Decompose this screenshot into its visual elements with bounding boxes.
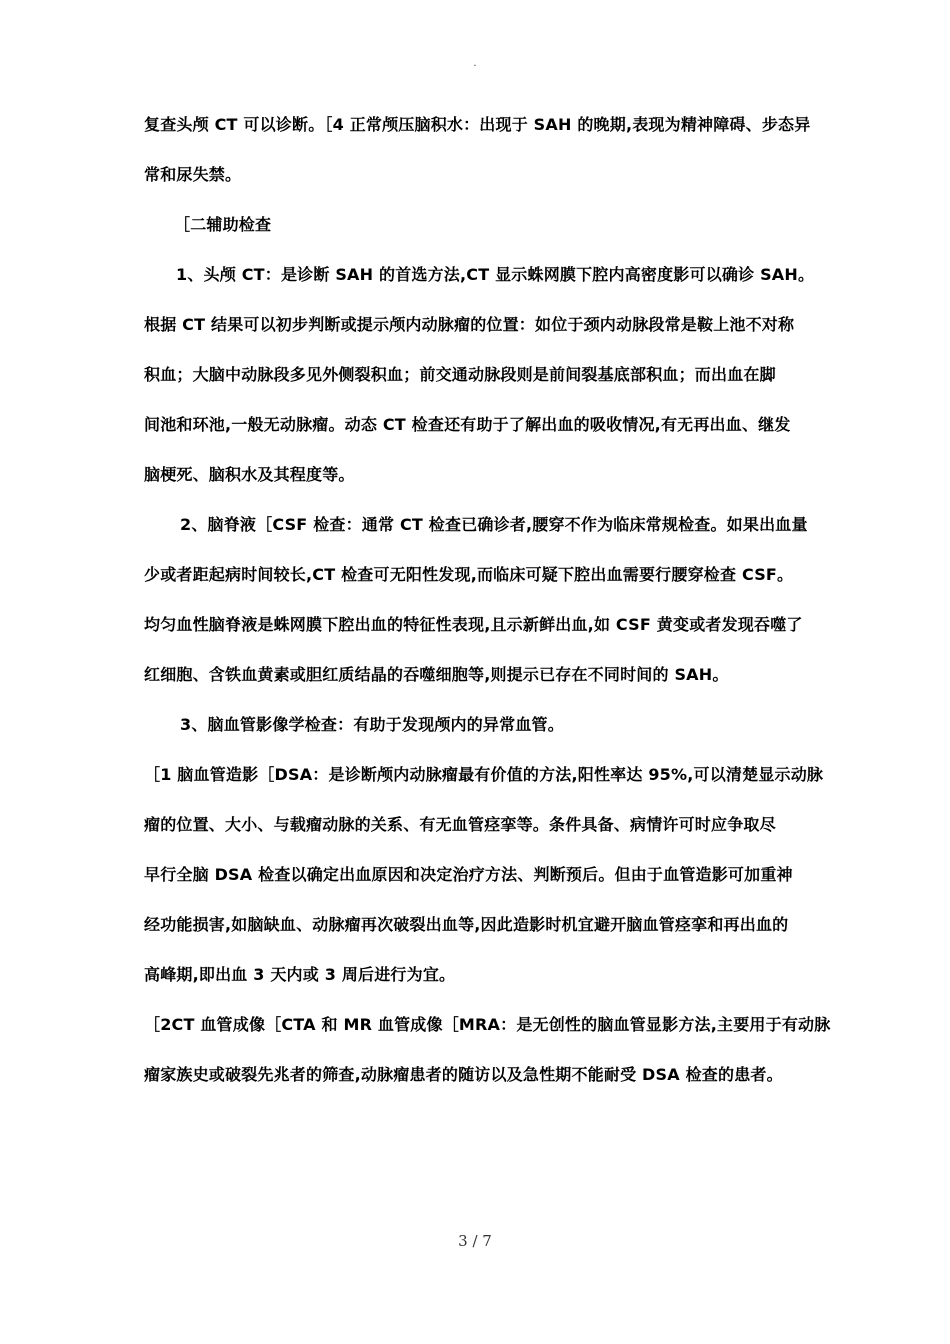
text-line: ［1 脑血管造影［DSA：是诊断颅内动脉瘤最有价值的方法,阳性率达 95%,可以清楚显示动脉 <box>144 765 824 784</box>
text-line: 脑梗死、脑积水及其程度等。 <box>144 465 355 484</box>
text-line: 经功能损害,如脑缺血、动脉瘤再次破裂出血等,因此造影时机宜避开脑血管痉挛和再出血的 <box>144 915 789 934</box>
text-line: ［2CT 血管成像［CTA 和 MR 血管成像［MRA：是无创性的脑血管显影方法,主要用于有动脉 <box>144 1015 831 1034</box>
section-heading: ［二辅助检查 <box>174 215 272 234</box>
text-line: 3、脑血管影像学检查：有助于发现颅内的异常血管。 <box>180 715 564 734</box>
text-line: 少或者距起病时间较长,CT 检查可无阳性发现,而临床可疑下腔出血需要行腰穿检查 CSF。 <box>144 565 794 584</box>
text-line: 常和尿失禁。 <box>144 165 242 184</box>
text-line: 均匀血性脑脊液是蛛网膜下腔出血的特征性表现,且示新鲜出血,如 CSF 黄变或者发现吞噬了 <box>144 615 803 634</box>
text-line: 红细胞、含铁血黄素或胆红质结晶的吞噬细胞等,则提示已存在不同时间的 SAH。 <box>144 665 729 684</box>
document-body <box>144 108 831 1108</box>
text-line: 2、脑脊液［CSF 检查：通常 CT 检查已确诊者,腰穿不作为临床常规检查。如果出血量 <box>180 515 808 534</box>
text-line: 根据 CT 结果可以初步判断或提示颅内动脉瘤的位置：如位于颈内动脉段常是鞍上池不对称 <box>144 315 795 334</box>
text-line: 1、头颅 CT：是诊断 SAH 的首选方法,CT 显示蛛网膜下腔内高密度影可以确诊 SAH。 <box>176 265 815 284</box>
header-mark: . <box>473 58 477 69</box>
text-line: 间池和环池,一般无动脉瘤。动态 CT 检查还有助于了解出血的吸收情况,有无再出血、继发 <box>144 415 791 434</box>
text-line: 复查头颅 CT 可以诊断。［4 正常颅压脑积水：出现于 SAH 的晚期,表现为精神障碍、步态异 <box>144 115 811 134</box>
text-line: 高峰期,即出血 3 天内或 3 周后进行为宜。 <box>144 965 456 984</box>
text-line: 瘤的位置、大小、与载瘤动脉的关系、有无血管痉挛等。条件具备、病情许可时应争取尽 <box>144 815 776 834</box>
page-number: 3 / 7 <box>458 1232 492 1250</box>
text-line: 早行全脑 DSA 检查以确定出血原因和决定治疗方法、判断预后。但由于血管造影可加重神 <box>144 865 793 884</box>
text-line: 积血；大脑中动脉段多见外侧裂积血；前交通动脉段则是前间裂基底部积血；而出血在脚 <box>144 365 776 384</box>
text-line: 瘤家族史或破裂先兆者的筛查,动脉瘤患者的随访以及急性期不能耐受 DSA 检查的患者。 <box>144 1065 783 1084</box>
